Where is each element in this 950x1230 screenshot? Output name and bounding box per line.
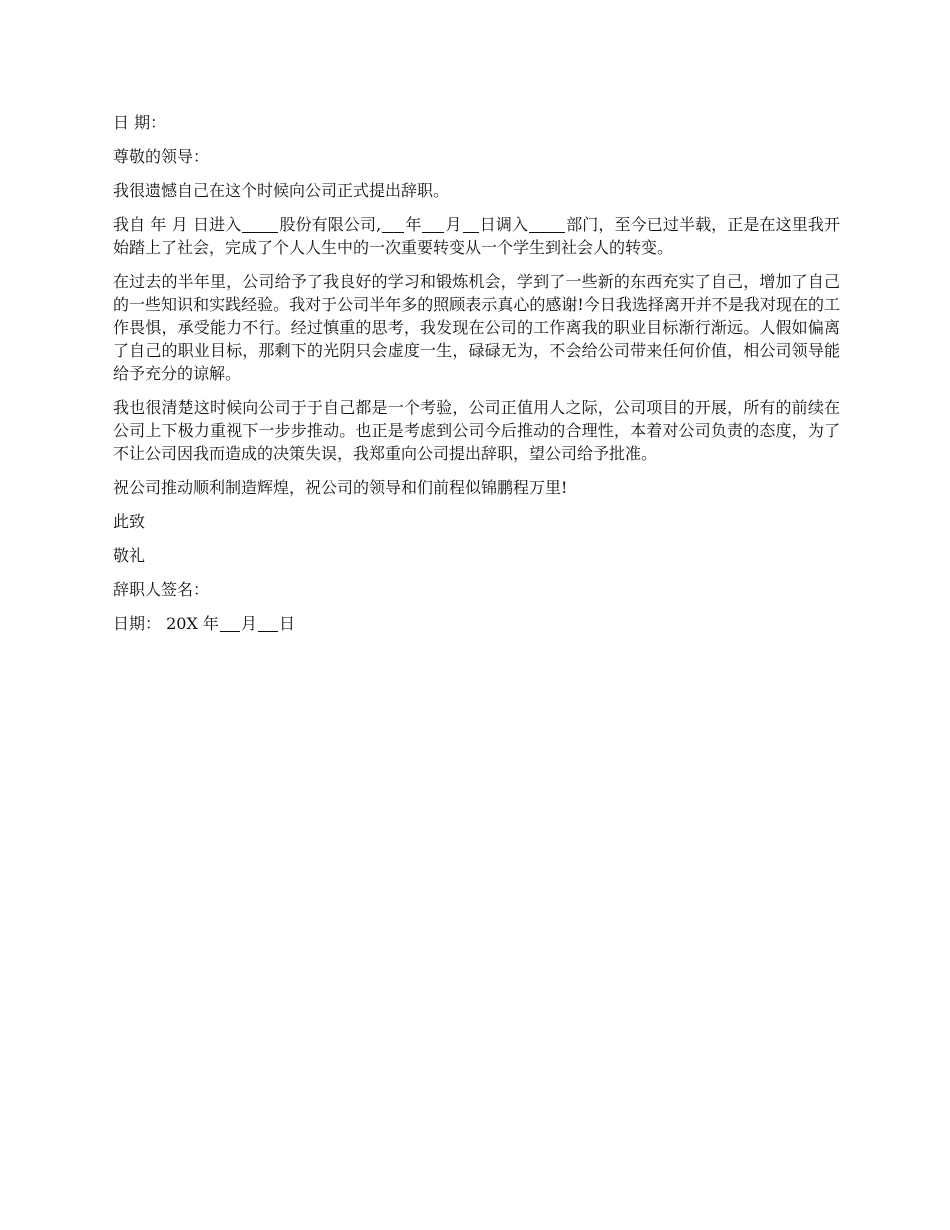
blank-company-name xyxy=(242,215,278,233)
wish-line: 祝公司推动顺利制造辉煌，祝公司的领导和们前程似锦鹏程万里! xyxy=(113,478,568,497)
paragraph-employment-text-4: 月 xyxy=(445,215,462,234)
blank-final-month xyxy=(220,614,240,632)
blank-day xyxy=(463,215,479,233)
closing-line-2: 敬礼 xyxy=(113,546,146,565)
paragraph-employment-text-2: 股份有限公司, xyxy=(279,215,382,234)
date-line: 日 期： xyxy=(113,113,167,132)
blank-department xyxy=(529,215,565,233)
final-date-line xyxy=(113,612,840,635)
final-date-text-2: 月 xyxy=(240,614,257,633)
blank-year xyxy=(382,215,404,233)
paragraph-employment-text-3: 年 xyxy=(405,215,422,234)
blank-month xyxy=(422,215,444,233)
signature-label: 辞职人签名： xyxy=(113,580,210,599)
resignation-letter xyxy=(113,111,840,646)
opening-paragraph: 我很遗憾自己在这个时候向公司正式提出辞职。 xyxy=(113,181,450,200)
paragraph-employment xyxy=(113,213,840,259)
salutation: 尊敬的领导： xyxy=(113,147,210,166)
paragraph-employment-text-5: 日调入 xyxy=(479,215,529,234)
paragraph-employment-text-1: 我自 年 月 日进入 xyxy=(113,215,242,234)
final-date-text-1: 日期： 20X 年 xyxy=(113,614,219,633)
paragraph-reason: 我也很清楚这时候向公司于于自己都是一个考验，公司正值用人之际，公司项目的开展，所有的前续在公司上下极力重视下一步步推动。也正是考虑到公司今后推动的合理性，本着对公司负责的态度，为了不让公司因我而造成的决策失误，我郑重向公司提出辞职，望公司给予批准。 xyxy=(113,398,840,463)
final-date-text-3: 日 xyxy=(278,614,295,633)
paragraph-gratitude: 在过去的半年里，公司给予了我良好的学习和锻炼机会，学到了一些新的东西充实了自己，增加了自己的一些知识和实践经验。我对于公司半年多的照顾表示真心的感谢!今日我选择离开并不是我对现在的工作畏惧，承受能力不行。经过慎重的思考，我发现在公司的工作离我的职业目标渐行渐远。人假如偏离了自己的职业目标，那剩下的光阴只会虚度一生，碌碌无为，不会给公司带来任何价值，相公司领导能给予充分的谅解。 xyxy=(113,272,840,383)
closing-line-1: 此致 xyxy=(113,512,146,531)
blank-final-day xyxy=(258,614,278,632)
paragraph-employment-text-6: 部门，至今已过半载，正是在这里我开始踏上了社会，完成了个人人生中的一次重要转变从一个学生到社会人的转变。 xyxy=(113,215,840,257)
